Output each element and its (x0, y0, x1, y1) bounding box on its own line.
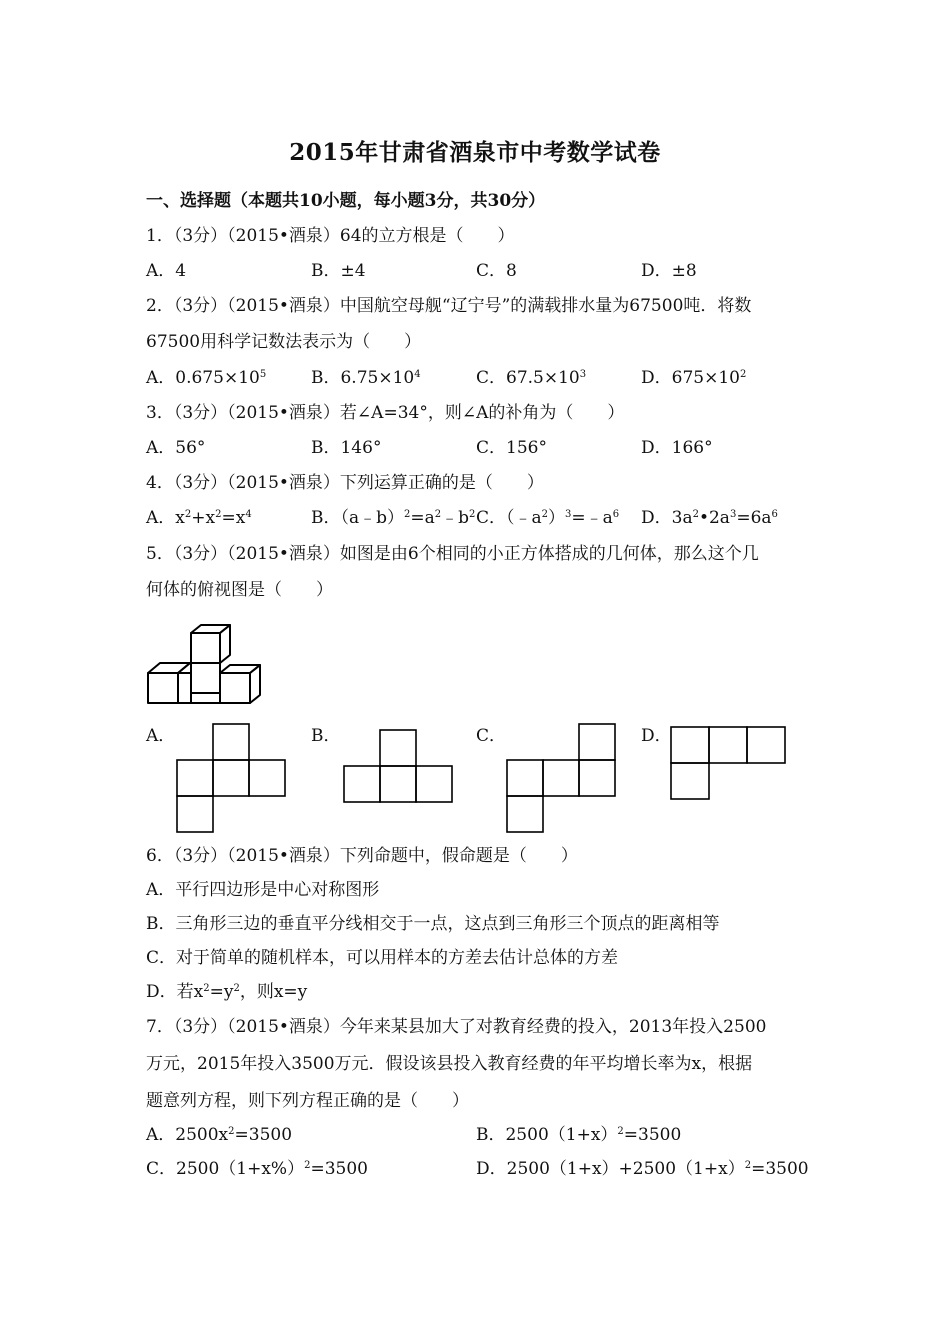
q5-option-c-label: C． (476, 726, 507, 746)
question-7-stem-line2: 万元，2015年投入3500万元．假设该县投入教育经费的年平均增长率为x，根据 (146, 1054, 753, 1074)
q7-option-d: D．$2500(1+x)+2500(1+x)^2=3500$ (476, 1159, 809, 1179)
q4-option-a: A．$x^2+x^2=x^4$ (146, 508, 252, 528)
question-3-stem: 3．（3分）（2015•酒泉）若∠A=34°，则∠A的补角为（ ） (146, 403, 625, 423)
q6-option-b: B．三角形三边的垂直平分线相交于一点，这点到三角形三个顶点的距离相等 (146, 914, 720, 934)
q4-option-b: B．$(a﹣b)^2=a^2﹣b^2$ (311, 508, 476, 528)
page-title: 2015年甘肃省酒泉市中考数学试卷 (289, 139, 661, 166)
question-7-stem-line1: 7．（3分）（2015•酒泉）今年来某县加大了对教育经费的投入，2013年投入2500 (146, 1017, 767, 1037)
q5-option-b-label: B． (311, 726, 341, 746)
question-5-stem-line2: 何体的俯视图是（ ） (146, 580, 333, 600)
question-4-stem: 4．（3分）（2015•酒泉）下列运算正确的是（ ） (146, 473, 544, 493)
q6-option-c: C．对于简单的随机样本，可以用样本的方差去估计总体的方差 (146, 948, 619, 968)
q3-option-c: C．156° (476, 438, 547, 458)
q5-option-d-label: D． (641, 726, 672, 746)
q2-option-b: B．$6.75\times 10^4$ (311, 368, 421, 388)
q5-option-a-figure (176, 723, 286, 833)
question-5-stem-line1: 5．（3分）（2015•酒泉）如图是由6个相同的小正方体搭成的几何体，那么这个几 (146, 544, 759, 564)
q4-option-d: D．$3a^2•2a^3=6a^6$ (641, 508, 778, 528)
question-6-stem: 6．（3分）（2015•酒泉）下列命题中，假命题是（ ） (146, 846, 578, 866)
q4-option-c: C．$(﹣a^2)^3=﹣a^6$ (476, 508, 620, 528)
question-7-stem-line3: 题意列方程，则下列方程正确的是（ ） (146, 1091, 469, 1111)
q5-option-a-label: A． (146, 726, 176, 746)
q2-option-c: C．$67.5\times 10^3$ (476, 368, 587, 388)
q1-option-a: A．4 (146, 261, 187, 281)
q3-option-a: A．56° (146, 438, 206, 458)
question-2-stem-line1: 2．（3分）（2015•酒泉）中国航空母舰“辽宁号”的满载排水量为67500吨．将数 (146, 296, 752, 316)
q1-option-b: B．±4 (311, 261, 366, 281)
q5-option-d-figure (670, 726, 786, 800)
cube-stack-figure (140, 614, 270, 714)
q3-option-b: B．146° (311, 438, 382, 458)
q2-option-d: D．$675\times 10^2$ (641, 368, 747, 388)
q2-option-a: A．$0.675\times 10^5$ (146, 368, 267, 388)
q1-option-d: D．±8 (641, 261, 697, 281)
q6-option-d: D．若$x^2=y^2$，则x=y (146, 982, 308, 1002)
q6-option-a: A．平行四边形是中心对称图形 (146, 880, 380, 900)
question-2-stem-line2: 67500用科学记数法表示为（ ） (146, 332, 422, 352)
q7-option-c: C．$2500(1+x\%)^2=3500$ (146, 1159, 368, 1179)
q3-option-d: D．166° (641, 438, 713, 458)
q5-option-c-figure (506, 723, 616, 833)
q7-option-a: A．$2500x^2=3500$ (146, 1125, 293, 1145)
question-1-stem: 1．（3分）（2015•酒泉）64的立方根是（ ） (146, 226, 515, 246)
section-heading: 一、选择题（本题共10小题，每小题3分，共30分） (146, 191, 546, 211)
q5-option-b-figure (343, 729, 453, 803)
q1-option-c: C．8 (476, 261, 517, 281)
q7-option-b: B．$2500(1+x)^2=3500$ (476, 1125, 682, 1145)
